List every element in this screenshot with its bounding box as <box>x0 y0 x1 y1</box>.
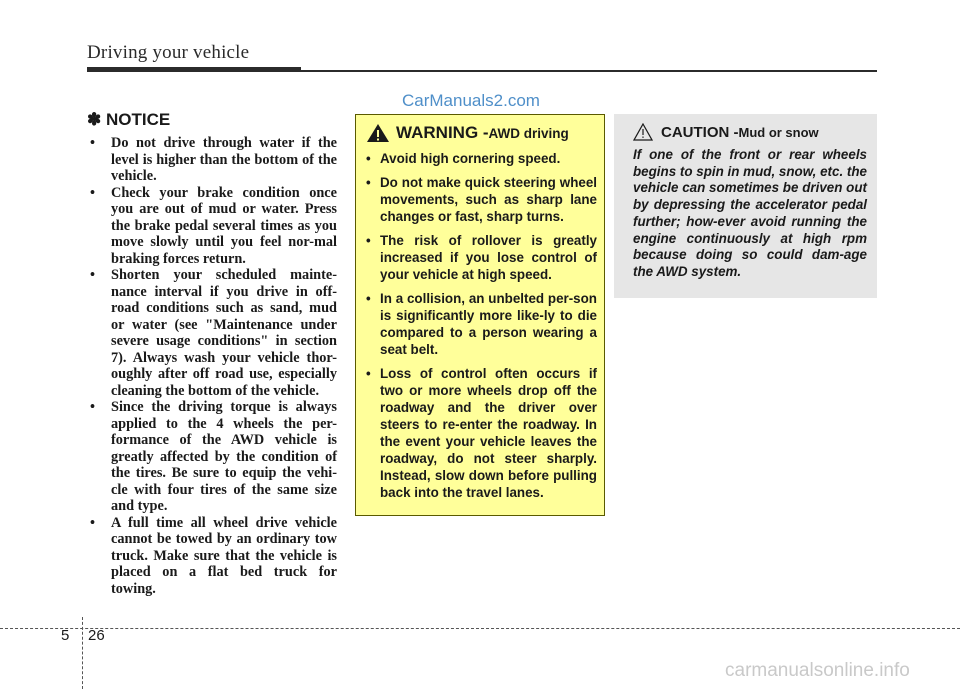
notice-item: • Since the driving torque is always applied to the 4 wheels the per-formance of the AWD vehicle is greatly affected by the condition of the tires. Be sure to equip the vehi-cle with four tires of the same size and type. <box>87 399 337 515</box>
notice-item: • A full time all wheel drive vehicle cannot be towed by an ordinary tow truck. Make sure that the vehicle is placed on a flat bed truck for towing. <box>87 515 337 598</box>
warning-box <box>355 114 605 516</box>
header-rule-thin <box>301 70 877 72</box>
warning-item: • The risk of rollover is greatly increased if you lose control of your vehicle at high speed. <box>366 232 597 283</box>
warning-subtitle: AWD driving <box>488 125 569 141</box>
warning-item: • Avoid high cornering speed. <box>366 150 597 167</box>
caution-header <box>633 123 867 141</box>
caution-box <box>614 114 877 298</box>
caution-text: If one of the front or rear wheels begins to spin in mud, snow, etc. the vehicle can sometimes be driven out by depressing the accelerator pedal further; how-ever avoid running the engine continuously at high rpm because doing so could dam-age the AWD system. <box>633 147 867 279</box>
notice-item: • Shorten your scheduled mainte-nance interval if you drive in off-road conditions such as sand, mud or water (see "Maintenance under severe usage conditions" in section 7). Always wash your vehicle thor-oughly after off road use, especially cleaning the bottom of the vehicle. <box>87 267 337 399</box>
notice-item: • Do not drive through water if the level is higher than the bottom of the vehicle. <box>87 135 337 185</box>
warning-item: • Do not make quick steering wheel movements, such as sharp lane changes or fast, sharp turns. <box>366 174 597 225</box>
warning-title: WARNING - <box>396 123 489 142</box>
page-section-number: 5 <box>61 627 70 644</box>
warning-header <box>366 123 597 143</box>
footer-vertical-divider <box>82 617 83 689</box>
notice-section <box>87 110 337 597</box>
caution-triangle-icon <box>633 123 653 141</box>
notice-list <box>87 135 337 597</box>
footer-divider <box>0 628 960 629</box>
notice-item: • Check your brake condition once you are out of mud or water. Press the brake pedal several times as you move slowly until you feel nor-mal braking forces return. <box>87 185 337 268</box>
warning-item: • Loss of control often occurs if two or more wheels drop off the roadway and the driver over steers to re-enter the roadway. In the event your vehicle leaves the roadway, do not steer sharply. Instead, slow down before pulling back into the travel lanes. <box>366 365 597 501</box>
warning-triangle-icon <box>366 123 390 143</box>
caution-subtitle: Mud or snow <box>738 124 819 140</box>
page-header-title: Driving your vehicle <box>87 42 250 63</box>
watermark-bottom: carmanualsonline.info <box>725 660 910 681</box>
warning-list <box>366 150 597 501</box>
warning-item: • In a collision, an unbelted per-son is significantly more like-ly to die compared to a person wearing a seat belt. <box>366 290 597 358</box>
page-number: 26 <box>88 627 105 644</box>
caution-title: CAUTION - <box>661 123 739 141</box>
notice-title: ✽ NOTICE <box>87 110 171 129</box>
header-rule-thick <box>87 67 301 72</box>
watermark-link[interactable]: CarManuals2.com <box>402 91 540 110</box>
